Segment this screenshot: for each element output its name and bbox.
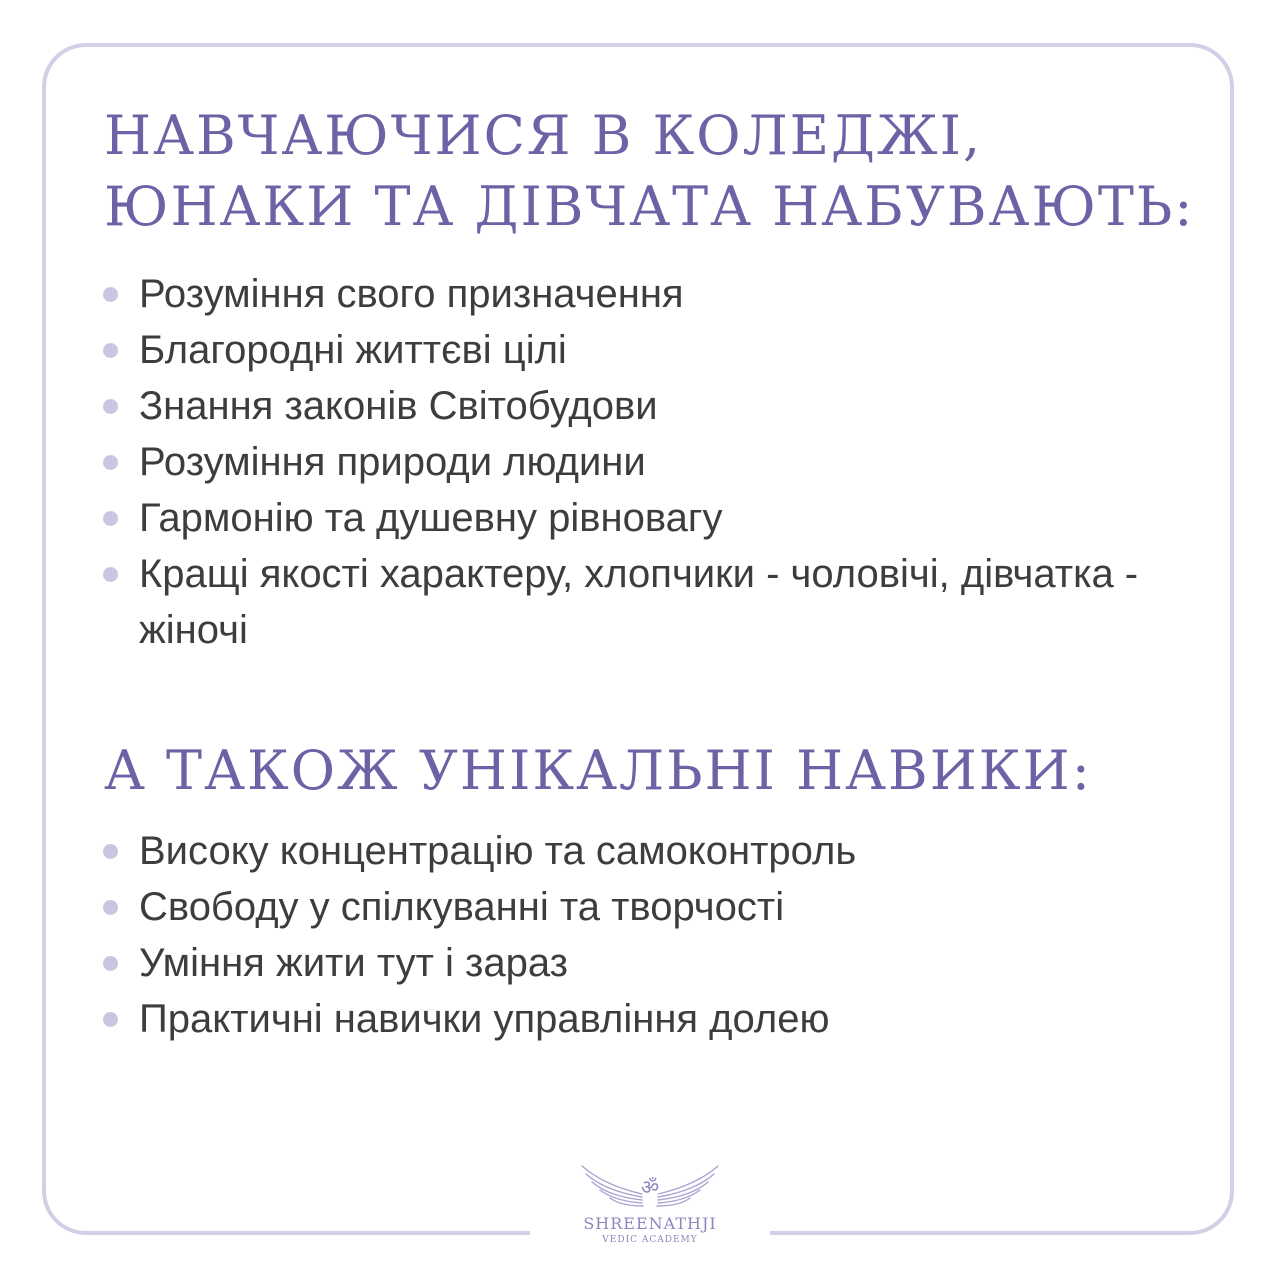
- heading-line: НАВЧАЮЧИСЯ В КОЛЕДЖІ,: [104, 104, 983, 167]
- list-item: [0, 546, 1139, 658]
- section-1-list: [0, 266, 1139, 658]
- winged-om-icon: [570, 1160, 730, 1212]
- bullet-icon: [103, 844, 118, 859]
- svg-text:ॐ: ॐ: [640, 1175, 660, 1199]
- section-2-heading: А ТАКОЖ УНІКАЛЬНІ НАВИКИ:: [104, 739, 1092, 802]
- bullet-icon: [103, 956, 118, 971]
- heading-line: ЮНАКИ ТА ДІВЧАТА НАБУВАЮТЬ:: [104, 175, 1195, 238]
- list-item-text: Практичні навички управління долею: [139, 997, 830, 1041]
- list-item: [0, 434, 1139, 490]
- logo-name: SHREENATHJI: [583, 1214, 717, 1233]
- list-item-text: Високу концентрацію та самоконтроль: [139, 829, 857, 873]
- bullet-icon: [103, 1012, 118, 1027]
- list-item-text: Гармонію та душевну рівновагу: [139, 496, 723, 540]
- bullet-icon: [103, 343, 118, 358]
- list-item: [0, 322, 1139, 378]
- list-item: [0, 823, 1139, 879]
- list-item: [0, 991, 1139, 1047]
- academy-logo: [560, 1160, 740, 1260]
- list-item-text: Благородні життєві цілі: [139, 328, 567, 372]
- list-item-text: Кращі якості характеру, хлопчики - чоловічі, дівчатка - жіночі: [139, 552, 1139, 652]
- list-item: [0, 378, 1139, 434]
- bullet-icon: [103, 567, 118, 582]
- list-item: [0, 879, 1139, 935]
- list-item-text: Знання законів Світобудови: [139, 384, 658, 428]
- list-item-text: Свободу у спілкуванні та творчості: [139, 885, 785, 929]
- bullet-icon: [103, 455, 118, 470]
- bullet-icon: [103, 287, 118, 302]
- list-item-text: Розуміння свого призначення: [139, 272, 684, 316]
- bullet-icon: [103, 900, 118, 915]
- list-item: [0, 935, 1139, 991]
- list-item-text: Розуміння природи людини: [139, 440, 646, 484]
- list-item: [0, 266, 1139, 322]
- bullet-icon: [103, 399, 118, 414]
- list-item-text: Уміння жити тут і зараз: [139, 941, 569, 985]
- logo-subtitle: VEDIC ACADEMY: [602, 1235, 698, 1245]
- list-item: [0, 490, 1139, 546]
- section-2-list: [0, 823, 1139, 1047]
- bullet-icon: [103, 511, 118, 526]
- section-1-heading: [104, 100, 1195, 242]
